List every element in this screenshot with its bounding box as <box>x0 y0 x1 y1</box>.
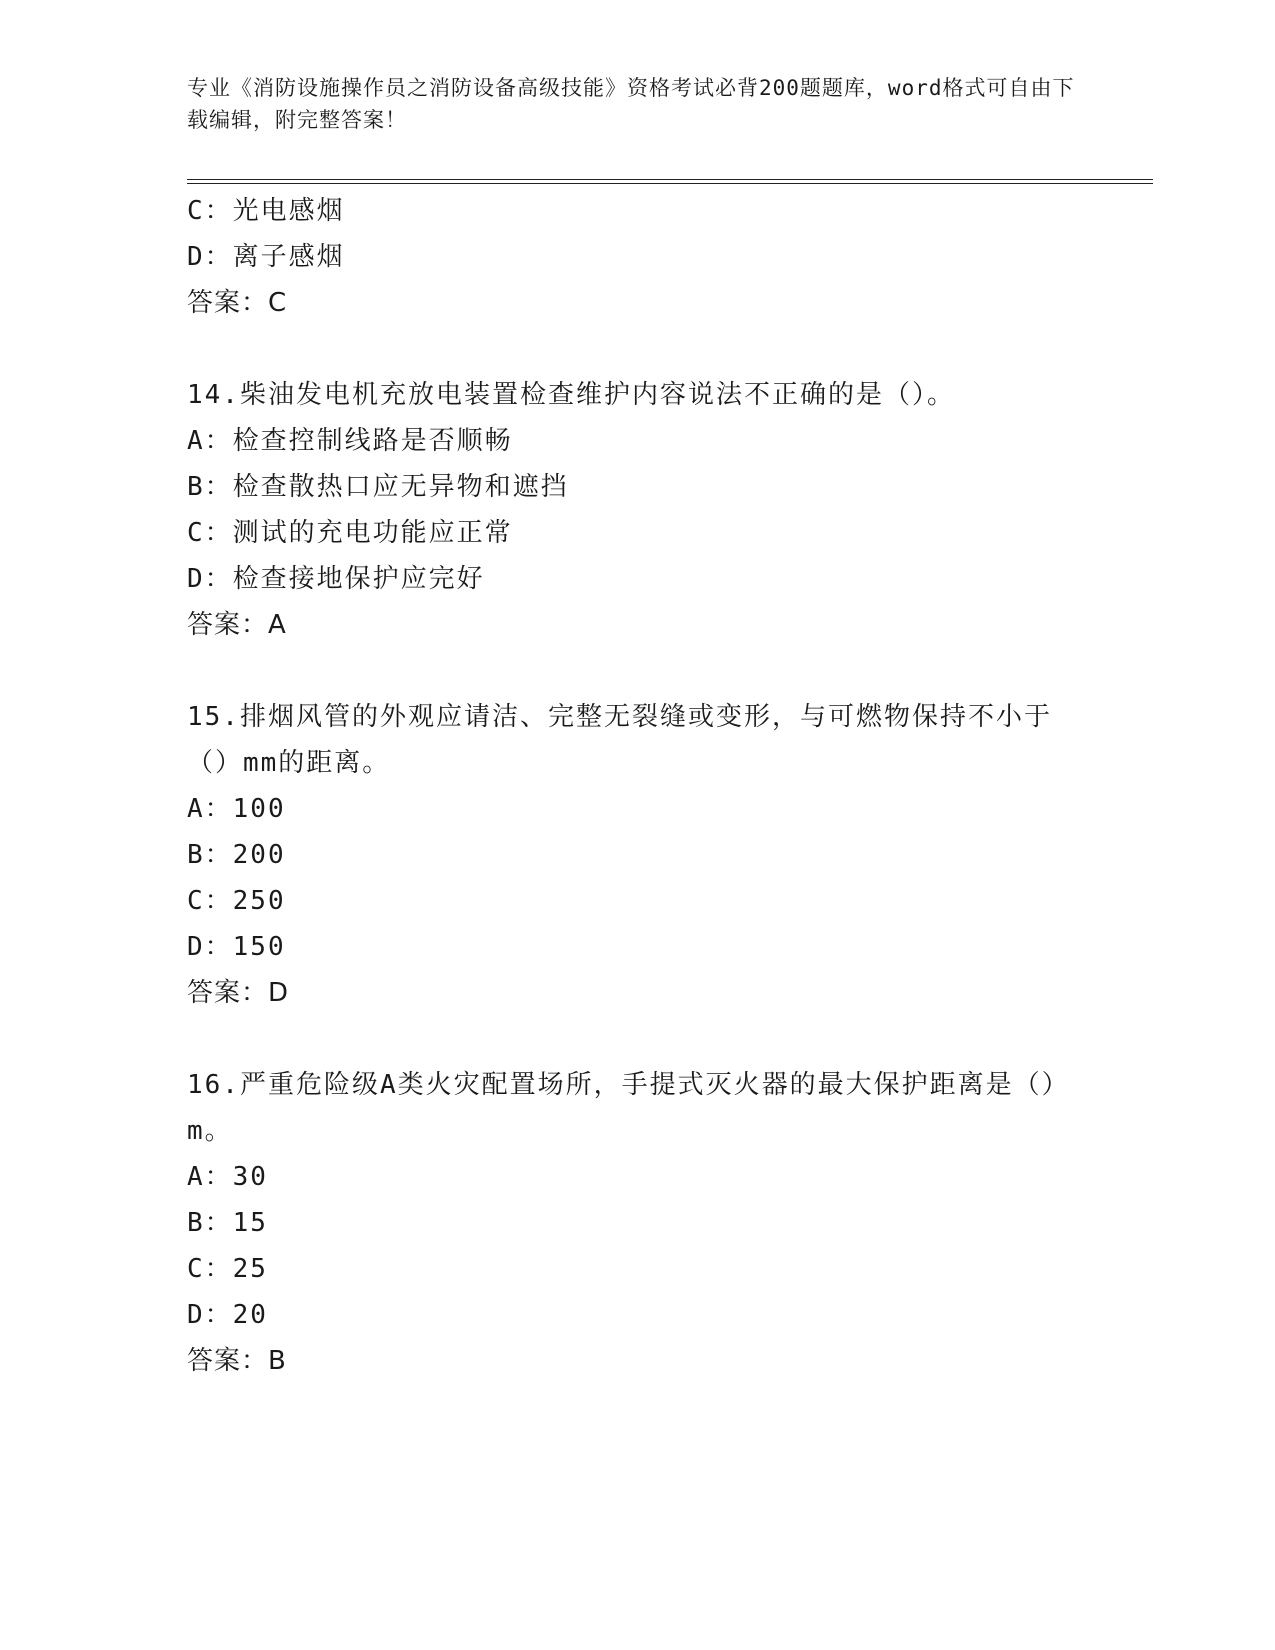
question-stem: 14.柴油发电机充放电装置检查维护内容说法不正确的是（）。 <box>187 380 955 410</box>
spacer <box>187 648 1087 694</box>
spacer <box>187 326 1087 372</box>
carryover-block <box>187 188 1087 326</box>
question-stem: 16.严重危险级A类火灾配置场所，手提式灭火器的最大保护距离是（）m。 <box>187 1070 1070 1146</box>
option-b: B：15 <box>187 1208 268 1238</box>
option-c: C：25 <box>187 1254 268 1284</box>
document-header: 专业《消防设施操作员之消防设备高级技能》资格考试必背200题题库，word格式可自由下载编辑，附完整答案！ <box>187 76 1075 132</box>
question-15 <box>187 694 1087 1016</box>
option-d: D：离子感烟 <box>187 242 345 272</box>
header-rule-top <box>187 179 1153 180</box>
answer: 答案：B <box>187 1346 287 1376</box>
option-c: C：光电感烟 <box>187 196 345 226</box>
option-d: D：20 <box>187 1300 268 1330</box>
answer: 答案：D <box>187 978 290 1008</box>
spacer <box>187 1016 1087 1062</box>
option-a: A：30 <box>187 1162 268 1192</box>
option-c: C：250 <box>187 886 286 916</box>
option-a: A：100 <box>187 794 286 824</box>
header-rule-bottom <box>187 183 1153 184</box>
option-d: D：检查接地保护应完好 <box>187 564 485 594</box>
question-stem: 15.排烟风管的外观应请洁、完整无裂缝或变形，与可燃物保持不小于（）mm的距离。 <box>187 702 1052 778</box>
option-b: B：检查散热口应无异物和遮挡 <box>187 472 569 502</box>
option-d: D：150 <box>187 932 286 962</box>
option-a: A：检查控制线路是否顺畅 <box>187 426 513 456</box>
option-c: C：测试的充电功能应正常 <box>187 518 513 548</box>
answer: 答案：C <box>187 288 288 318</box>
question-14 <box>187 372 1087 648</box>
option-b: B：200 <box>187 840 286 870</box>
question-content <box>187 188 1087 1384</box>
question-16 <box>187 1062 1087 1384</box>
answer: 答案：A <box>187 610 287 640</box>
